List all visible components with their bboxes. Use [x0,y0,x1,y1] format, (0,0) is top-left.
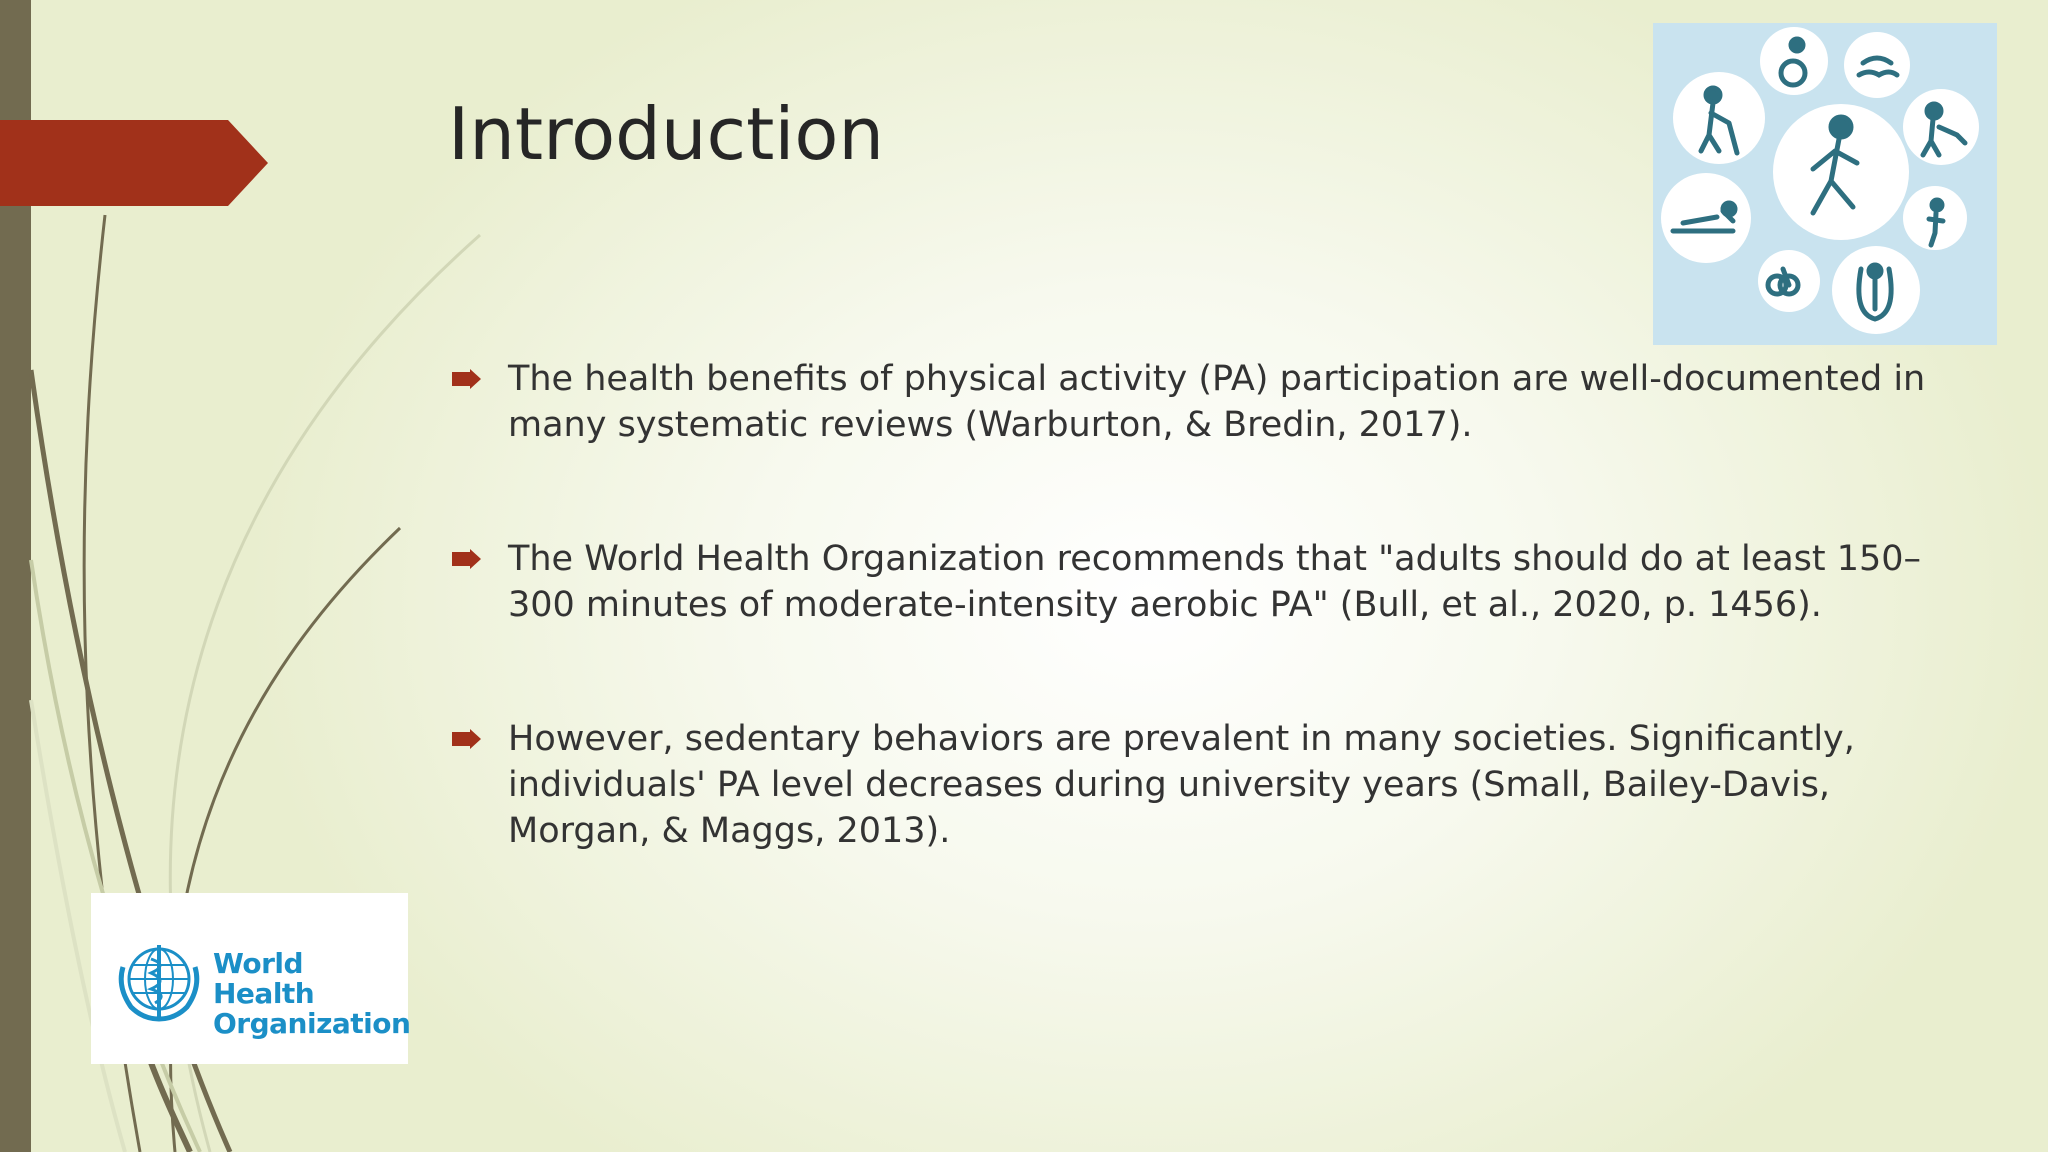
bullet-text-3: However, sedentary behaviors are prevalent in many societies. Significantly, individuals' PA level decreases during university years (Small, Bailey-Davis, Morgan, & Maggs, 2013). [508,719,1855,851]
who-logo [91,893,411,1064]
bullet-text-1: The health benefits of physical activity (PA) participation are well-documented in many systematic reviews (Warburton, & Bredin, 2017). [508,359,1926,445]
who-logo-line-2: Organization [213,1007,411,1040]
bullet-list [448,356,1928,854]
bullet-item-3 [448,716,1928,854]
bullet-item-1 [448,356,1928,448]
physical-activity-illustration [1653,23,1997,345]
who-logo-line-1: World Health [213,947,315,1010]
arrow-bullet-icon [452,729,482,749]
who-emblem-icon [109,937,209,1023]
arrow-bullet-icon [452,369,482,389]
title-arrow-banner [0,120,270,206]
bullet-item-2 [448,536,1928,628]
slide-title: Introduction [448,92,885,176]
arrow-bullet-icon [452,549,482,569]
who-logo-text [213,949,410,1039]
bullet-text-2: The World Health Organization recommends that "adults should do at least 150–300 minutes of moderate-intensity aerobic PA" (Bull, et al., 2020, p. 1456). [508,539,1922,625]
